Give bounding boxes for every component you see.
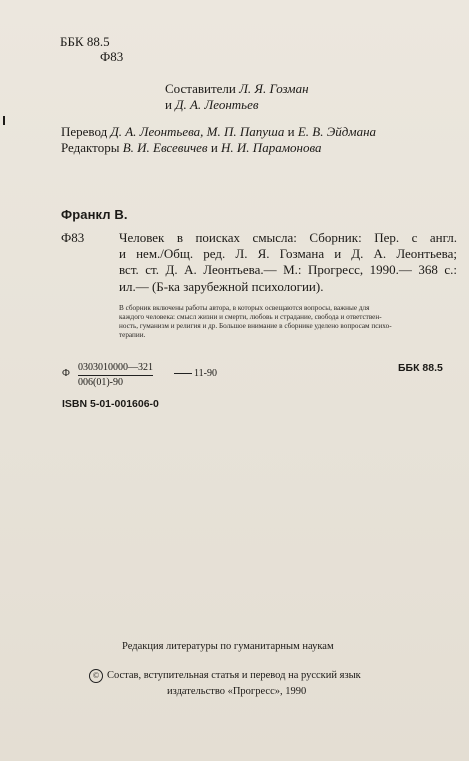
translators-b: Е. В. Эйдмана [297, 124, 377, 139]
credits-block [61, 124, 376, 155]
author-heading: Франкл В. [61, 207, 128, 222]
formula-denominator: 006(01)-90 [78, 377, 123, 388]
annotation [119, 304, 457, 340]
compilers-prefix: Составители [165, 81, 236, 96]
annotation-line: терапии. [119, 331, 146, 339]
annotation-line: ность, гуманизм и религия и др. Большое внимание в сборнике уделено вопросам психо- [119, 322, 392, 330]
copyright-line-2: издательство «Прогресс», 1990 [167, 686, 307, 697]
translation-prefix: Перевод [61, 124, 108, 139]
formula-fraction [78, 362, 153, 389]
formula-tail-value: 11-90 [194, 368, 217, 379]
biblio-line: вст. ст. Д. А. Леонтьева.— М.: Прогресс, 1990.— 368 с.: [119, 262, 457, 278]
compiler-name-2: Д. А. Леонтьев [175, 96, 259, 112]
translators-a: Д. А. Леонтьева, М. П. Папуша [110, 124, 285, 139]
compilers-line-2 [165, 97, 309, 113]
compiler-name-1: Л. Я. Гозман [239, 81, 309, 96]
formula-tail [174, 368, 217, 380]
bibliographic-description [119, 230, 457, 295]
editors-and: и [210, 139, 218, 155]
formula-phi: Ф [62, 368, 70, 379]
translation-line [61, 124, 376, 140]
compilers-line-1 [165, 81, 309, 97]
edge-mark [3, 116, 5, 125]
annotation-line: каждого человека: смысл жизни и смерти, любовь и страдание, свобода и ответствен- [119, 313, 382, 321]
editors-a: В. И. Евсевичев [122, 139, 208, 155]
biblio-cutter-code: Ф83 [61, 230, 85, 245]
biblio-line: и нем./Общ. ред. Л. Я. Гозмана и Д. А. Леонтьева; [119, 246, 457, 262]
copyright-text [107, 668, 361, 700]
formula-numerator: 0303010000—321 [78, 362, 153, 376]
annotation-line: В сборник включены работы автора, в которых освещаются вопросы, важные для [119, 304, 370, 312]
bbk-classification-top [60, 34, 123, 64]
bbk-code: ББК 88.5 [60, 34, 110, 49]
editors-b: Н. И. Парамонова [221, 139, 322, 155]
bbk-classification-right: ББК 88.5 [398, 362, 443, 374]
compilers-conj: и [165, 96, 172, 112]
editors-line [61, 140, 376, 156]
editors-prefix: Редакторы [61, 139, 120, 155]
copyright-line-1: Состав, вступительная статья и перевод на русский язык [107, 670, 361, 681]
formula-dash [174, 373, 192, 374]
editorial-department: Редакция литературы по гуманитарным наукам [122, 641, 334, 652]
compilers-block [165, 81, 309, 112]
biblio-line: ил.— (Б-ка зарубежной психологии). [119, 278, 324, 294]
isbn: ISBN 5-01-001606-0 [62, 398, 159, 410]
copyright-icon: © [89, 669, 103, 683]
translators-and: и [287, 124, 295, 139]
cutter-code: Ф83 [100, 49, 124, 64]
biblio-line: Человек в поисках смысла: Сборник: Пер. с англ. [119, 230, 457, 245]
